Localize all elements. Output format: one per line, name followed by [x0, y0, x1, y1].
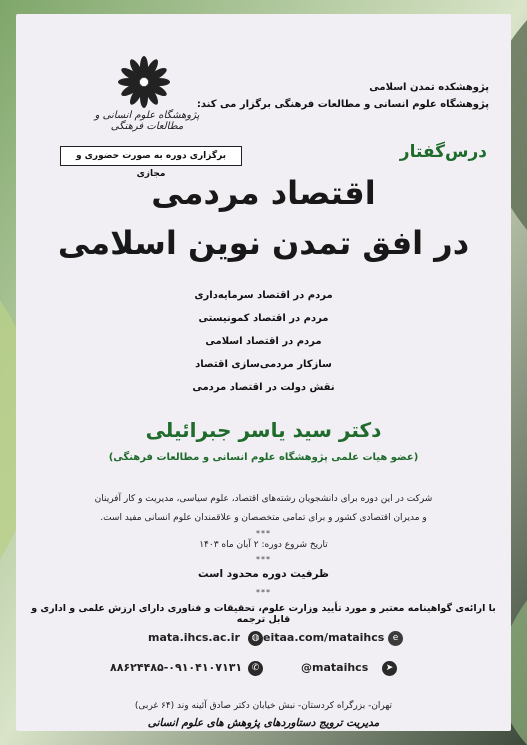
address: تهران- بزرگراه کردستان- نبش خیابان دکتر صادق آئینه وند (۶۴ غربی) [134, 701, 393, 711]
organizer-line: پژوهشگاه علوم انسانی و مطالعات فرهنگی برگزار می کند: [196, 99, 489, 110]
topic-item: نقش دولت در اقتصاد مردمی [192, 382, 335, 393]
phone-numbers: ۸۸۶۲۴۴۸۵-۰۹۱۰۴۱۰۷۱۳۱ [110, 661, 243, 674]
institute-name: پژوهشکده تمدن اسلامی [369, 82, 489, 93]
website-link[interactable]: mata.ihcs.ac.ir [148, 631, 240, 644]
eitaa-icon: e [388, 631, 403, 646]
topic-item: سازکار مردمی‌سازی اقتصاد [195, 359, 332, 370]
separator: *** [256, 529, 271, 538]
footer-tagline: مدیریت ترویج دستاوردهای پژوهش های علوم انسانی [147, 717, 380, 729]
format-badge: برگزاری دوره به صورت حضوری و مجازی [60, 146, 242, 166]
logo-caption: پژوهشگاه علوم انسانی و مطالعات فرهنگی [94, 110, 200, 132]
description-line: و مدیران اقتصادی کشور و برای تمامی متخصصان و علاقمندان علوم انسانی مفید است. [100, 513, 427, 523]
telegram-handle[interactable]: @mataihcs [301, 661, 369, 674]
course-title-line2: در افق تمدن نوین اسلامی [57, 224, 470, 262]
start-date: تاریخ شروع دوره: ۲ آبان ماه ۱۴۰۳ [199, 540, 328, 550]
topic-item: مردم در اقتصاد اسلامی [205, 336, 322, 347]
description [36, 490, 491, 528]
topic-item: مردم در اقتصاد سرمایه‌داری [194, 290, 333, 301]
course-title-line1: اقتصاد مردمی [151, 174, 376, 212]
course-label: درس‌گفتار [399, 142, 487, 162]
separator: *** [256, 555, 271, 564]
separator: *** [256, 588, 271, 597]
telegram-icon: ➤ [382, 661, 397, 676]
poster-card [16, 14, 511, 731]
description-line: شرکت در این دوره برای دانشجویان رشته‌های اقتصاد، علوم سیاسی، مدیریت و کار آفرینان [94, 494, 433, 504]
capacity-note: ظرفیت دوره محدود است [198, 568, 329, 580]
topic-item: مردم در اقتصاد کمونیستی [198, 313, 329, 324]
phone-icon: ✆ [248, 661, 263, 676]
certificate-note: با ارائه‌ی گواهینامه معتبر و مورد تأیید وزارت علوم، تحقیقات و فناوری دارای ارزش علمی و اداری و قابل ترجمه [31, 603, 496, 625]
institute-logo-icon [116, 54, 172, 110]
globe-icon: ◍ [248, 631, 263, 646]
eitaa-link[interactable]: eitaa.com/mataihcs [263, 631, 385, 644]
speaker-affiliation: (عضو هیات علمی پژوهشگاه علوم انسانی و مطالعات فرهنگی) [108, 452, 419, 463]
topic-list [16, 284, 511, 399]
speaker-name: دکتر سید یاسر جبرائیلی [145, 418, 382, 442]
